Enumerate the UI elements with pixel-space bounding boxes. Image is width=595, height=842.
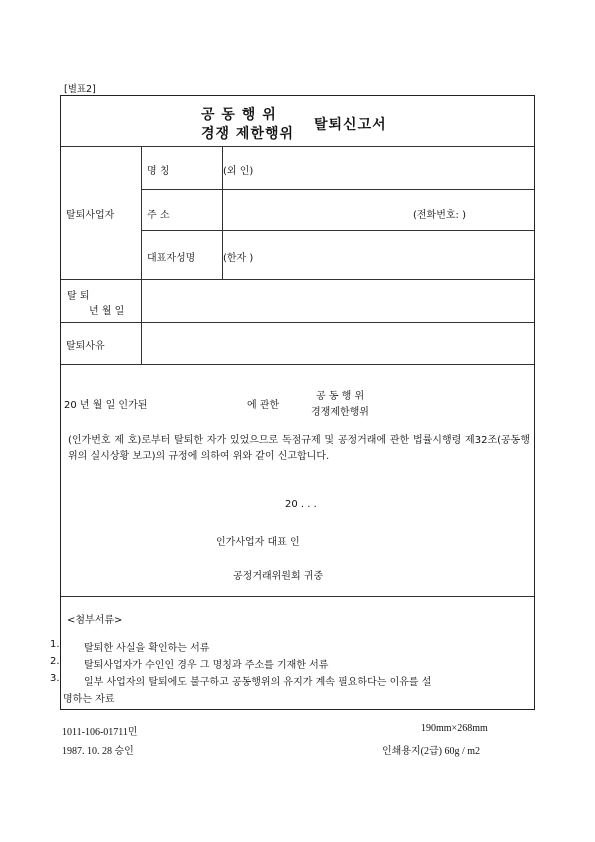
statement-about: 에 관한 xyxy=(247,400,280,411)
address-label: 주 소 xyxy=(147,210,170,221)
footer-approval-date: 1987. 10. 28 승인 xyxy=(62,746,134,757)
statement-body: (인가번호 제 호)로부터 탈퇴한 자가 있었으므로 독점규제 및 공정거래에 관한 법률시행령 제32조(공동행위의 실시상황 보고)의 규정에 의하여 위와 같이 신고합니다. xyxy=(68,435,530,462)
attachment-item-continuation: 명하는 자료 xyxy=(63,694,115,705)
attachments-heading: <첨부서류> xyxy=(67,615,123,626)
representative-value[interactable]: (한자 ) xyxy=(223,253,254,264)
reason-label: 탈퇴사유 xyxy=(66,341,105,352)
withdraw-date-label-2: 년 월 일 xyxy=(89,306,125,317)
applicant-section-label: 탈퇴사업자 xyxy=(66,210,115,221)
divider-date xyxy=(61,322,534,323)
divider-applicant xyxy=(61,279,534,280)
attachment-num: 2. xyxy=(50,656,60,667)
divider-title xyxy=(61,146,534,147)
attachment-item: 탈퇴사업자가 수인인 경우 그 명칭과 주소를 기재한 서류 xyxy=(84,660,329,671)
statement-date-line: 20 년 월 일 인가된 xyxy=(64,400,148,411)
footer-paper-spec: 인쇄용지(2급) 60g / m2 xyxy=(382,746,481,757)
attachment-item: 일부 사업자의 탈퇴에도 불구하고 공동행위의 유지가 계속 필요하다는 이유를 설 xyxy=(84,677,432,688)
form-annex-label: [별표2] xyxy=(64,84,96,95)
title-line1: 공 동 행 위 xyxy=(201,107,277,123)
column-divider-main xyxy=(141,146,142,364)
divider-address xyxy=(141,230,534,231)
attachment-item: 탈퇴한 사실을 확인하는 서류 xyxy=(84,643,210,654)
title-suffix: 탈퇴신고서 xyxy=(314,117,387,133)
phone-value[interactable]: (전화번호: ) xyxy=(413,210,466,221)
divider-name xyxy=(141,189,534,190)
withdrawal-report-form xyxy=(60,95,535,710)
sign-date: 20 . . . xyxy=(285,499,317,510)
name-label: 명 칭 xyxy=(147,166,170,177)
name-value[interactable]: (외 인) xyxy=(223,166,254,177)
statement-act-line2: 경쟁제한행위 xyxy=(311,407,369,418)
title-line2: 경쟁 제한행위 xyxy=(201,126,295,142)
divider-reason xyxy=(61,364,534,365)
statement-act-line1: 공 동 행 위 xyxy=(316,391,365,402)
divider-statement xyxy=(61,596,534,597)
withdraw-date-label-1: 탈 퇴 xyxy=(67,291,90,302)
recipient-line: 공정거래위원회 귀중 xyxy=(233,571,324,582)
footer-paper-size: 190mm×268mm xyxy=(421,723,488,734)
footer-form-code: 1011-106-01711민 xyxy=(62,727,138,738)
attachment-num: 3. xyxy=(50,673,60,684)
signer-line: 인가사업자 대표 인 xyxy=(216,537,300,548)
representative-label: 대표자성명 xyxy=(147,253,196,264)
attachment-num: 1. xyxy=(50,639,60,650)
